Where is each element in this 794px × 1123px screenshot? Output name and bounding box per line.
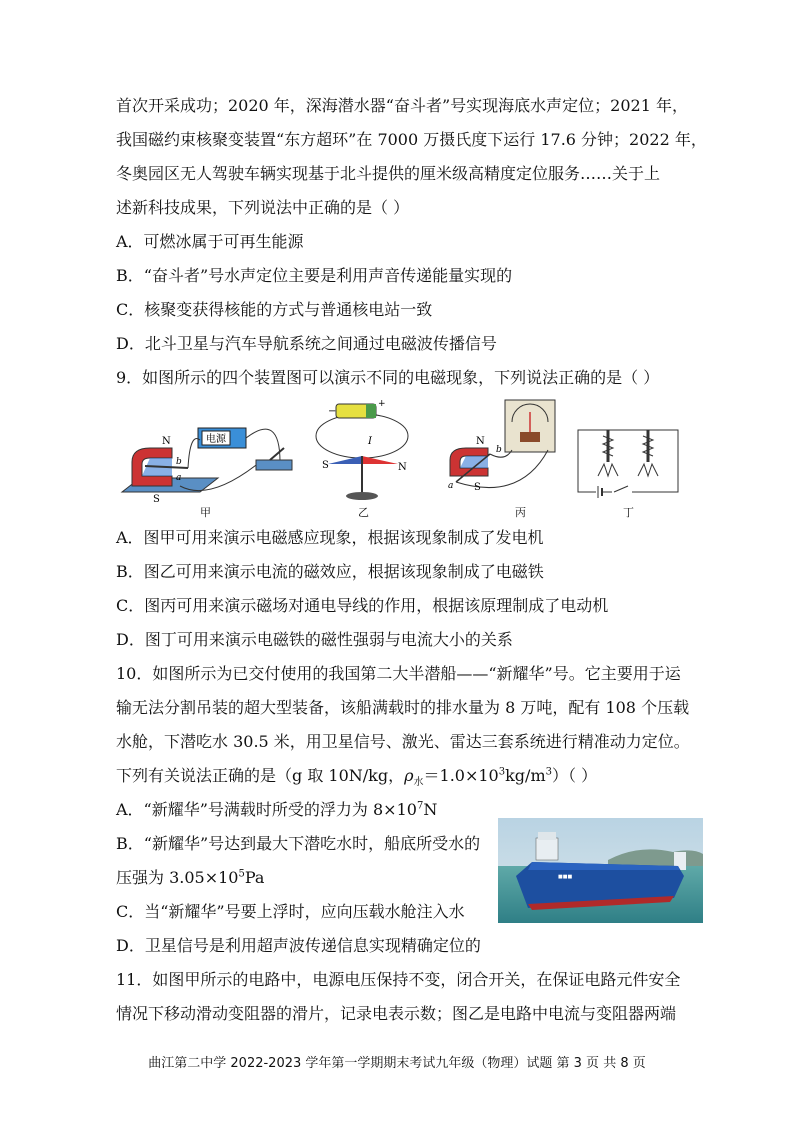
- question-10-line: 输无法分割吊装的超大型装备，该船满载时的排水量为 8 万吨，配有 108 个压载: [116, 698, 690, 717]
- label: b: [176, 457, 182, 467]
- question-10-line: 水舱，下潜吃水 30.5 米，用卫星信号、激光、雷达三套系统进行精准动力定位。: [116, 732, 690, 751]
- q9-option-c: C．图丙可用来演示磁场对通电导线的作用，根据该原理制成了电动机: [116, 596, 609, 615]
- label: I: [368, 436, 372, 447]
- text-line: 首次开采成功；2020 年，深海潜水器“奋斗者”号实现海底水声定位；2021 年，: [116, 96, 688, 115]
- label: −: [328, 406, 337, 417]
- q10-option-c: C．当“新耀华”号要上浮时，应向压载水舱注入水: [116, 902, 465, 921]
- figure-caption: 丁: [623, 506, 634, 519]
- q9-option-d: D．图丁可用来演示电磁铁的磁性强弱与电流大小的关系: [116, 630, 513, 649]
- option-a: A．可燃冰属于可再生能源: [116, 232, 304, 251]
- figure-caption: 乙: [358, 506, 369, 519]
- question-11-line: 情况下移动滑动变阻器的滑片，记录电表示数；图乙是电路中电流与变阻器两端: [116, 1004, 677, 1023]
- question-9-stem: 9．如图所示的四个装置图可以演示不同的电磁现象，下列说法正确的是（ ）: [116, 368, 660, 387]
- ship-photo: [498, 818, 703, 923]
- text-line: 我国磁约束核聚变装置“东方超环”在 7000 万摄氏度下运行 17.6 分钟；2022 年，: [116, 130, 707, 149]
- text-line: 述新科技成果，下列说法中正确的是（ ）: [116, 198, 410, 217]
- label: a: [448, 481, 454, 491]
- question-10-line: 下列有关说法正确的是（g 取 10N/kg，$\rho_水=1.0\times 10^3kg/m^3$）（ ）: [116, 766, 598, 789]
- option-c: C．核聚变获得核能的方式与普通核电站一致: [116, 300, 433, 319]
- label: N: [398, 462, 407, 473]
- label: S: [322, 460, 329, 471]
- label: a: [176, 473, 182, 483]
- option-d: D．北斗卫星与汽车导航系统之间通过电磁波传播信号: [116, 334, 497, 353]
- figure-yi: [316, 399, 408, 500]
- label: S: [474, 482, 481, 493]
- text-line: 冬奥园区无人驾驶车辆实现基于北斗提供的厘米级高精度定位服务……关于上: [116, 164, 661, 183]
- label: 电源: [206, 434, 226, 445]
- page-footer: 曲江第二中学 2022-2023 学年第一学期期末考试九年级（物理）试题 第 3 页 共 8 页: [148, 1056, 646, 1071]
- question-10-line: 10．如图所示为已交付使用的我国第二大半潜船——“新耀华”号。它主要用于运: [116, 664, 681, 683]
- q9-figures: [0, 392, 794, 522]
- option-b: B．“奋斗者”号水声定位主要是利用声音传递能量实现的: [116, 266, 513, 285]
- label: b: [496, 445, 502, 455]
- question-11-line: 11．如图甲所示的电路中，电源电压保持不变，闭合开关，在保证电路元件安全: [116, 970, 681, 989]
- label: +: [378, 399, 386, 409]
- q9-option-b: B．图乙可用来演示电流的磁效应，根据该现象制成了电磁铁: [116, 562, 544, 581]
- q10-option-d: D．卫星信号是利用超声波传递信息实现精确定位的: [116, 936, 481, 955]
- ship-hull-marking: ■■■: [558, 874, 573, 880]
- label: S: [153, 494, 160, 505]
- label: N: [162, 436, 171, 447]
- q9-option-a: A．图甲可用来演示电磁感应现象，根据该现象制成了发电机: [116, 528, 544, 547]
- label: N: [476, 436, 485, 447]
- figure-ding: [578, 430, 678, 498]
- q10-option-a: A．“新耀华”号满载时所受的浮力为 $8\times 10^7N$: [116, 800, 438, 819]
- q10-option-b: 压强为 $3.05\times 10^5Pa$: [116, 868, 265, 887]
- figure-caption: 丙: [515, 506, 526, 519]
- figure-bing: [448, 400, 555, 493]
- figure-caption: 甲: [200, 506, 211, 519]
- q10-option-b: B．“新耀华”号达到最大下潜吃水时，船底所受水的: [116, 834, 481, 853]
- figure-jia: [122, 428, 292, 505]
